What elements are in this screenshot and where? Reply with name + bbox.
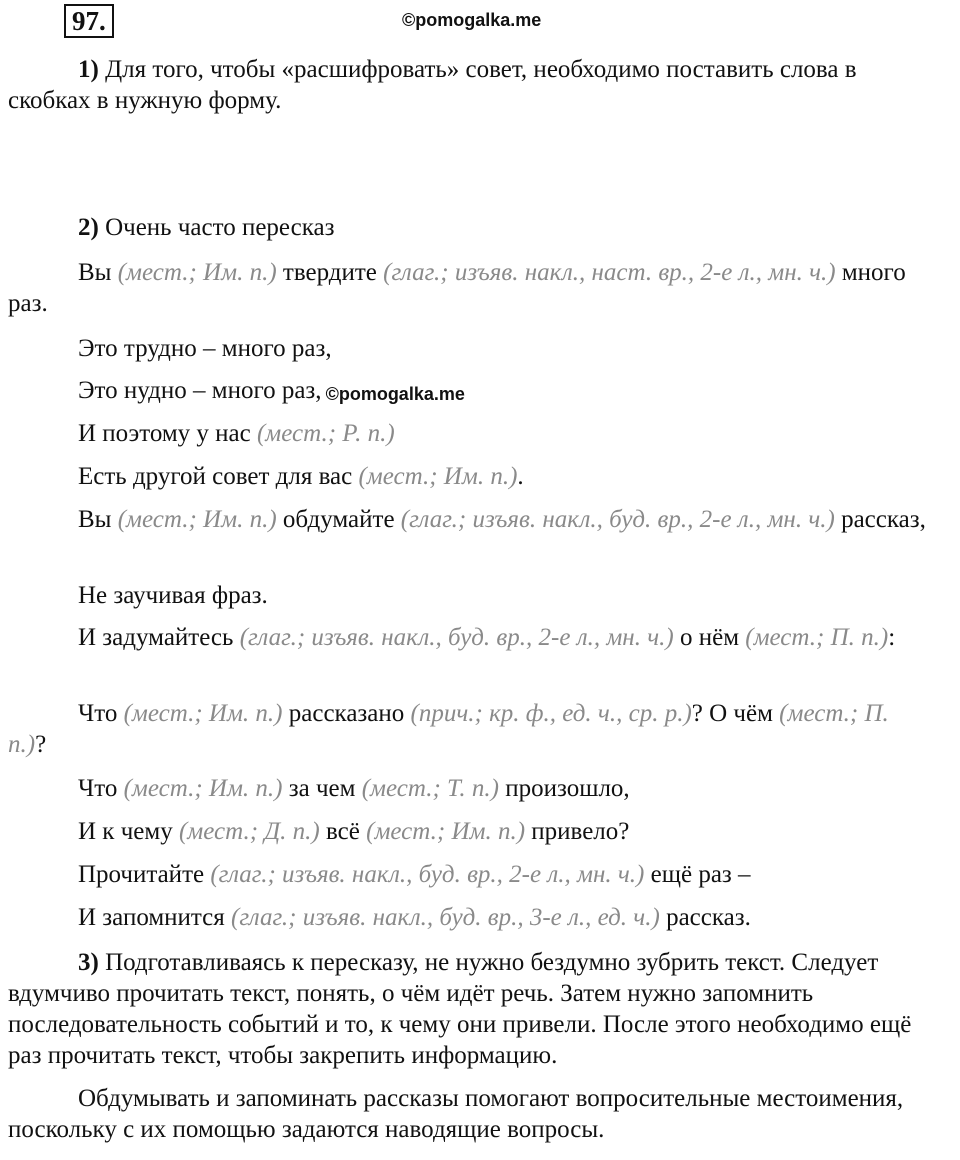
text: ещё раз –: [644, 861, 751, 888]
poem-line-11: [8, 816, 928, 847]
grammar-note: (мест.; Им. п.): [358, 463, 518, 490]
text: обдумайте: [276, 506, 401, 533]
text: привело?: [525, 818, 630, 845]
poem-line-5: [8, 461, 928, 492]
text: Есть другой совет для вас: [78, 463, 359, 490]
part2-number: 2): [78, 214, 99, 241]
text: о нём: [673, 624, 746, 651]
text: Вы: [78, 506, 118, 533]
part1-text: Для того, чтобы «расшифровать» совет, необходимо поставить слова в скобках в нужную форму.: [8, 56, 857, 114]
part3-paragraph: [8, 947, 928, 1071]
poem-line-7: Не заучивая фраз.: [78, 582, 268, 609]
text: Что: [78, 700, 124, 727]
grammar-note: (мест.; Им. п.): [117, 259, 277, 286]
poem-line-13: [8, 902, 928, 933]
text: за чем: [282, 775, 362, 802]
text: И к чему: [78, 818, 179, 845]
part3-text: Подготавливаясь к пересказу, не нужно бездумно зубрить текст. Следует вдумчиво прочитать текст, понять, о чём идёт речь. Затем нужно запомнить последовательность событий и то, к чему они привели. После этого необходимо ещё раз прочитать текст, чтобы закрепить информацию.: [8, 949, 912, 1069]
poem-line-8: [8, 622, 928, 653]
grammar-note: (мест.; Р. п.): [256, 420, 395, 447]
watermark-top: ©pomogalka.me: [402, 10, 542, 30]
text: много раз.: [8, 259, 906, 317]
poem-line-12: [8, 859, 928, 890]
poem-line-10: [8, 773, 928, 804]
part2-title-line: [8, 212, 928, 243]
grammar-note: (глаг.; изъяв. накл., наст. вр., 2-е л., мн. ч.): [383, 259, 836, 286]
text: ?: [35, 731, 47, 758]
poem-line-1: [8, 257, 928, 319]
grammar-note: (мест.; П. п.): [8, 700, 889, 758]
text: И поэтому у нас: [78, 420, 257, 447]
grammar-note: (глаг.; изъяв. накл., буд. вр., 2-е л., мн. ч.): [400, 506, 835, 533]
grammar-note: (глаг.; изъяв. накл., буд. вр., 2-е л., мн. ч.): [239, 624, 674, 651]
text: рассказ,: [834, 506, 926, 533]
grammar-note: (мест.; Т. п.): [361, 775, 499, 802]
text: произошло,: [498, 775, 630, 802]
text: Вы: [78, 259, 118, 286]
poem-line-6: [8, 504, 928, 535]
grammar-note: (мест.; Им. п.): [123, 775, 283, 802]
text: твердите: [276, 259, 384, 286]
grammar-note: (мест.; Им. п.): [123, 700, 283, 727]
grammar-note: (мест.; Им. п.): [117, 506, 277, 533]
part2-title: Очень часто пересказ: [98, 214, 335, 241]
text: Что: [78, 775, 124, 802]
grammar-note: (мест.; Д. п.): [178, 818, 320, 845]
grammar-note: (мест.; Им. п.): [366, 818, 526, 845]
text: И запомнится: [78, 904, 232, 931]
part1-paragraph: [8, 54, 928, 116]
text: рассказано: [282, 700, 411, 727]
grammar-note: (мест.; П. п.): [745, 624, 889, 651]
text: Это нудно – много раз,: [78, 377, 322, 404]
part1-number: 1): [78, 56, 99, 83]
text: :: [888, 624, 896, 651]
watermark-inline: ©pomogalka.me: [325, 384, 465, 404]
text: И задумайтесь: [78, 624, 240, 651]
part3-paragraph-2: Обдумывать и запоминать рассказы помогают вопросительные местоимения, поскольку с их помощью задаются наводящие вопросы.: [8, 1085, 904, 1143]
poem-line-4: [8, 418, 928, 449]
text: Прочитайте: [78, 861, 211, 888]
part3-number: 3): [78, 949, 99, 976]
grammar-note: (прич.; кр. ф., ед. ч., ср. р.): [410, 700, 692, 727]
grammar-note: (глаг.; изъяв. накл., буд. вр., 2-е л., мн. ч.): [210, 861, 645, 888]
poem-line-9: [8, 698, 928, 760]
poem-line-2: Это трудно – много раз,: [78, 335, 332, 362]
grammar-note: (глаг.; изъяв. накл., буд. вр., 3-е л., ед. ч.): [231, 904, 660, 931]
text: всё: [319, 818, 367, 845]
exercise-number: 97.: [64, 4, 114, 38]
poem-line-3: [8, 375, 928, 408]
text: .: [517, 463, 524, 490]
text: рассказ.: [659, 904, 751, 931]
text: ? О чём: [691, 700, 780, 727]
